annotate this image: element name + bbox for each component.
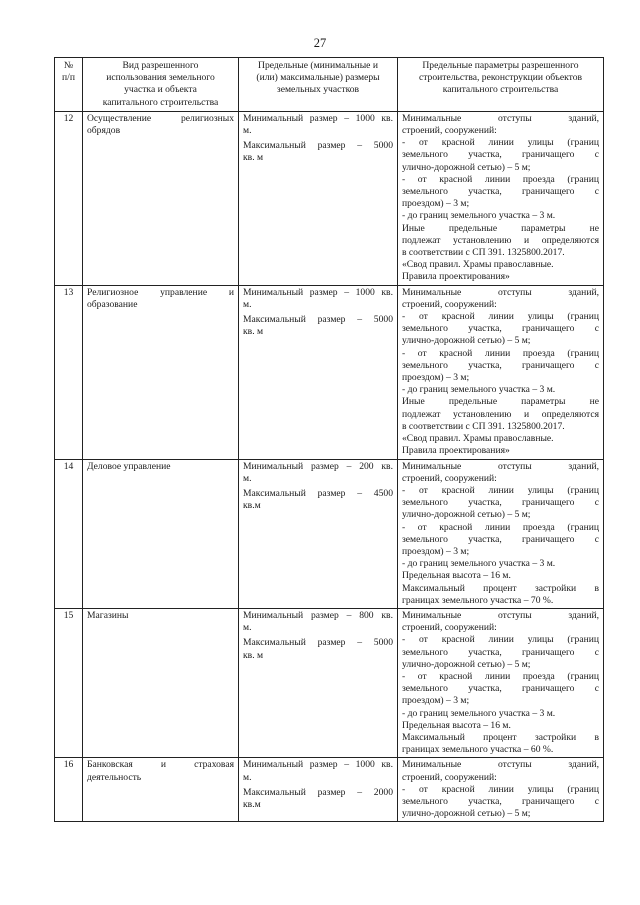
plot-size-line: Минимальный размер – 800 кв. — [243, 609, 393, 621]
permitted-use-line: обрядов — [87, 125, 121, 137]
parameter-line: - от красной линии улицы (границ — [402, 137, 599, 149]
parameter-line: - до границ земельного участка – 3 м. — [402, 707, 556, 719]
header-number — [55, 58, 83, 112]
row-number: 12 — [55, 111, 83, 285]
construction-parameters-cell — [398, 285, 604, 459]
plot-size-line: кв. м — [243, 152, 264, 164]
parameter-line: Правила проектирования» — [402, 445, 510, 457]
table-row — [55, 459, 604, 608]
parameter-line: земельного участка, граничащего с — [402, 795, 599, 807]
parameter-line: улично-дорожной сетью) – 5 м; — [402, 658, 531, 670]
parameter-line: границах земельного участка – 70 %. — [402, 594, 554, 606]
table-body — [55, 111, 604, 822]
parameter-line: земельного участка, граничащего с — [402, 646, 599, 658]
parameter-line: границах земельного участка – 60 %. — [402, 744, 554, 756]
table-row — [55, 111, 604, 285]
plot-size-entry — [243, 759, 393, 783]
parameter-line: Минимальные отступы зданий, — [402, 286, 599, 298]
permitted-use-cell — [83, 111, 239, 285]
parameter-line: строений, сооружений: — [402, 125, 497, 137]
parameter-line: Минимальные отступы зданий, — [402, 759, 599, 771]
plot-size-entry — [243, 461, 393, 485]
header-line: земельных участков — [276, 84, 360, 96]
parameter-line: Иные предельные параметры не — [402, 222, 599, 234]
plot-size-cell — [239, 111, 398, 285]
plot-size-line: Минимальный размер – 1000 кв. — [243, 286, 393, 298]
plot-size-line: Максимальный размер – 4500 — [243, 487, 393, 499]
header-line: капитального строительства — [442, 84, 559, 96]
parameter-line: Максимальный процент застройки в — [402, 731, 599, 743]
permitted-use-line: Магазины — [87, 609, 129, 621]
plot-size-entry — [243, 287, 393, 311]
row-number: 14 — [55, 459, 83, 608]
parameter-line: земельного участка, граничащего с — [402, 323, 599, 335]
parameter-line: - от красной линии проезда (границ — [402, 173, 599, 185]
row-number: 16 — [55, 758, 83, 822]
parameter-line: Предельная высота – 16 м. — [402, 719, 511, 731]
plot-size-entry — [243, 113, 393, 137]
construction-parameters-cell — [398, 111, 604, 285]
parameter-line: Максимальный процент застройки в — [402, 582, 599, 594]
parameter-line: земельного участка, граничащего с — [402, 683, 599, 695]
plot-size-entry — [243, 488, 393, 512]
parameter-line: - до границ земельного участка – 3 м. — [402, 384, 556, 396]
parameter-line: земельного участка, граничащего с — [402, 186, 599, 198]
parameter-line: проездом) – 3 м; — [402, 695, 470, 707]
parameter-line: проездом) – 3 м; — [402, 372, 470, 384]
header-line: (или) максимальные) размеры — [256, 72, 380, 84]
plot-size-line: Минимальный размер – 1000 кв. — [243, 759, 393, 771]
parameter-line: в соответствии с СП 391. 1325800.2017. — [402, 247, 565, 259]
permitted-use-line: Деловое управление — [87, 460, 171, 472]
plot-size-line: м. — [243, 472, 252, 484]
plot-size-entry — [243, 787, 393, 811]
plot-size-entry — [243, 314, 393, 338]
permitted-use-line: образование — [87, 298, 138, 310]
parameter-line: проездом) – 3 м; — [402, 198, 470, 210]
plot-size-entry — [243, 637, 393, 661]
plot-size-entry — [243, 610, 393, 634]
permitted-use-line: деятельность — [87, 771, 142, 783]
plot-size-line: кв. м — [243, 326, 264, 338]
permitted-use-line: Банковская и страховая — [87, 759, 234, 771]
parameter-line: - до границ земельного участка – 3 м. — [402, 210, 556, 222]
parameter-line: улично-дорожной сетью) – 5 м; — [402, 335, 531, 347]
construction-parameters-cell — [398, 608, 604, 757]
parameter-line: - до границ земельного участка – 3 м. — [402, 558, 556, 570]
table-row — [55, 285, 604, 459]
plot-size-line: м. — [243, 622, 252, 634]
permitted-use-cell — [83, 459, 239, 608]
header-plot-size — [239, 58, 398, 112]
parameter-line: в соответствии с СП 391. 1325800.2017. — [402, 420, 565, 432]
parameter-line: - от красной линии проезда (границ — [402, 521, 599, 533]
parameter-line: «Свод правил. Храмы православные. — [402, 433, 554, 445]
plot-size-line: м. — [243, 298, 252, 310]
header-construction-parameters — [398, 58, 604, 112]
header-line: Вид разрешенного — [122, 60, 199, 71]
parameter-line: улично-дорожной сетью) – 5 м; — [402, 161, 531, 173]
parameter-line: Минимальные отступы зданий, — [402, 112, 599, 124]
row-number: 15 — [55, 608, 83, 757]
parameter-line: земельного участка, граничащего с — [402, 533, 599, 545]
plot-size-line: Максимальный размер – 5000 — [243, 140, 393, 152]
plot-size-line: м. — [243, 771, 252, 783]
parameter-line: Минимальные отступы зданий, — [402, 609, 599, 621]
parameter-line: улично-дорожной сетью) – 5 м; — [402, 509, 531, 521]
plot-size-line: кв. м — [243, 649, 264, 661]
parameter-line: строений, сооружений: — [402, 622, 497, 634]
parameter-line: «Свод правил. Храмы православные. — [402, 259, 554, 271]
parameter-line: земельного участка, граничащего с — [402, 497, 599, 509]
header-line: использования земельного — [106, 72, 215, 84]
plot-size-line: м. — [243, 125, 252, 137]
plot-size-cell — [239, 459, 398, 608]
parameter-line: - от красной линии улицы (границ — [402, 634, 599, 646]
construction-parameters-cell — [398, 758, 604, 822]
parameter-line: - от красной линии проезда (границ — [402, 347, 599, 359]
parameter-line: - от красной линии улицы (границ — [402, 783, 599, 795]
permitted-use-cell — [83, 758, 239, 822]
parameter-line: подлежат установлению и определяются — [402, 234, 599, 246]
parameter-line: земельного участка, граничащего с — [402, 359, 599, 371]
header-line: Предельные параметры разрешенного — [422, 60, 579, 71]
plot-size-line: кв.м — [243, 500, 261, 512]
plot-size-line: кв.м — [243, 798, 261, 810]
plot-size-line: Минимальный размер – 1000 кв. — [243, 112, 393, 124]
header-line: строительства, реконструкции объектов — [418, 72, 583, 84]
parameter-line: проездом) – 3 м; — [402, 545, 470, 557]
parameter-line: подлежат установлению и определяются — [402, 408, 599, 420]
permitted-use-cell — [83, 285, 239, 459]
header-line: № — [63, 60, 74, 71]
permitted-use-line: Осуществление религиозных — [87, 112, 234, 124]
parameter-line: строений, сооружений: — [402, 472, 497, 484]
plot-size-line: Минимальный размер – 200 кв. — [243, 460, 393, 472]
parameter-line: Иные предельные параметры не — [402, 396, 599, 408]
header-line: п/п — [62, 72, 75, 84]
permitted-use-cell — [83, 608, 239, 757]
parameter-line: Правила проектирования» — [402, 271, 510, 283]
page-number: 27 — [313, 36, 327, 50]
parameter-line: - от красной линии улицы (границ — [402, 484, 599, 496]
row-number: 13 — [55, 285, 83, 459]
parameter-line: Минимальные отступы зданий, — [402, 460, 599, 472]
plot-size-cell — [239, 285, 398, 459]
header-line: капитального строительства — [102, 96, 219, 108]
plot-size-line: Максимальный размер – 5000 — [243, 637, 393, 649]
permitted-use-line: Религиозное управление и — [87, 286, 234, 298]
table-row — [55, 608, 604, 757]
plot-size-cell — [239, 758, 398, 822]
parameter-line: строений, сооружений: — [402, 298, 497, 310]
header-line: Предельные (минимальные и — [258, 60, 378, 71]
plot-size-line: Максимальный размер – 2000 — [243, 786, 393, 798]
construction-parameters-cell — [398, 459, 604, 608]
table-row — [55, 758, 604, 822]
parameter-line: земельного участка, граничащего с — [402, 149, 599, 161]
parameter-line: - от красной линии проезда (границ — [402, 670, 599, 682]
parameter-line: Предельная высота – 16 м. — [402, 570, 511, 582]
header-permitted-use — [83, 58, 239, 112]
plot-size-cell — [239, 608, 398, 757]
plot-size-line: Максимальный размер – 5000 — [243, 314, 393, 326]
table-header-row — [55, 58, 604, 112]
parameter-line: строений, сооружений: — [402, 771, 497, 783]
zoning-parameters-table — [54, 57, 604, 822]
plot-size-entry — [243, 140, 393, 164]
parameter-line: - от красной линии улицы (границ — [402, 311, 599, 323]
header-line: участка и объекта — [124, 84, 197, 96]
parameter-line: улично-дорожной сетью) – 5 м; — [402, 808, 531, 820]
